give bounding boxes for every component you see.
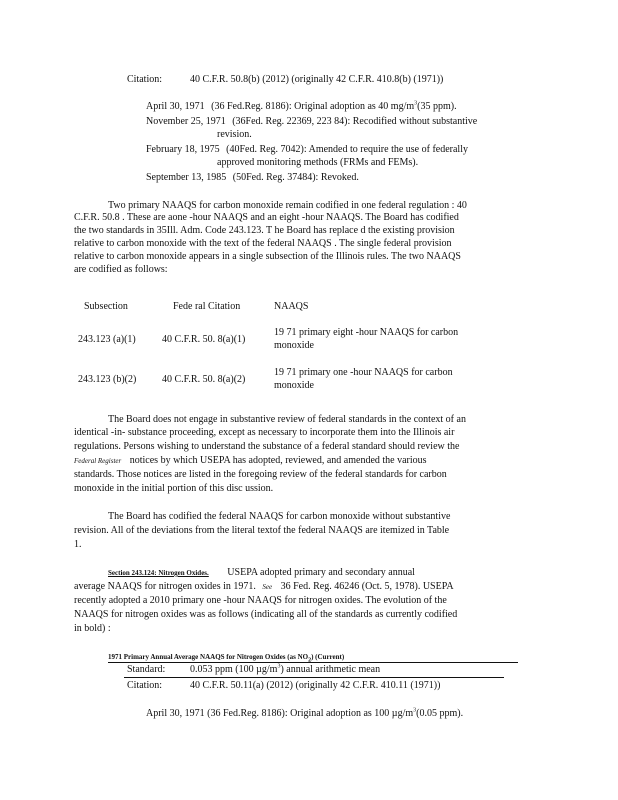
para4-line1: Section 243.124: Nitrogen Oxides. USEPA adopted primary and secondary annual — [108, 567, 415, 578]
table-header-subsection: Subsection — [84, 301, 128, 312]
para1-line4: relative to carbon monoxide with the text of the federal NAAQS . The single federal provision — [74, 238, 452, 249]
no2-standard-value: 0.053 ppm (100 $\mu g/m^3$) annual arithmetic mean — [190, 663, 381, 675]
table-cell-naaqs-cont: monoxide — [274, 380, 314, 391]
table-header-citation: Fede ral Citation — [173, 301, 241, 312]
para3-line3: 1. — [74, 539, 82, 550]
citation-value: 40 C.F.R. 50.8(b) (2012) (originally 42 C.F.R. 410.8(b) (1971)) — [190, 74, 444, 85]
para1-line5: relative to carbon monoxide appears in a single subsection of the Illinois rules. The two NAAQS — [74, 251, 461, 262]
para3-line1: The Board has codified the federal NAAQS for carbon monoxide without substantive — [108, 511, 451, 522]
para1-line3: the two standards in 35Ill. Adm. Code 243.123. T he Board has replace d the existing provision — [74, 225, 455, 236]
no2-heading: 1971 Primary Annual Average NAAQS for Nitrogen Oxides (as $NO_2$) (Current) — [108, 653, 345, 664]
history-4: September 13, 1985 (50Fed. Reg. 37484): Revoked. — [146, 172, 359, 183]
table-cell-subsection: 243.123 (a)(1) — [78, 334, 136, 345]
para4-line3: recently adopted a 2010 primary one -hour NAAQS for nitrogen oxides. The evolution of the — [74, 595, 447, 606]
section-heading: Section 243.124: Nitrogen Oxides. — [108, 569, 209, 577]
history-3: February 18, 1975 (40Fed. Reg. 7042): Amended to require the use of federally — [146, 144, 468, 155]
no2-citation-value: 40 C.F.R. 50.11(a) (2012) (originally 42 C.F.R. 410.11 (1971)) — [190, 680, 441, 691]
table-cell-naaqs: 19 71 primary one -hour NAAQS for carbon — [274, 367, 453, 378]
para2-line4: Federal Register notices by which USEPA has adopted, reviewed, and amended the various — [74, 455, 427, 466]
table-cell-subsection: 243.123 (b)(2) — [78, 374, 137, 385]
para4-line5: in bold) : — [74, 623, 111, 634]
citation-label: Citation: — [127, 74, 162, 85]
table-cell-citation: 40 C.F.R. 50. 8(a)(1) — [162, 334, 246, 345]
no2-history-1: April 30, 1971 (36 Fed.Reg. 8186): Original adoption as 100 $\mu g/m^3(0.05$ ppm). — [146, 707, 464, 719]
para1-line1: Two primary NAAQS for carbon monoxide remain codified in one federal regulation : 40 — [108, 200, 467, 211]
no2-citation-label: Citation: — [127, 680, 162, 691]
no2-standard-rule — [124, 677, 504, 678]
table-cell-naaqs: 19 71 primary eight -hour NAAQS for carbon — [274, 327, 459, 338]
no2-heading-rule — [108, 662, 518, 663]
para3-line2: revision. All of the deviations from the literal textof the federal NAAQS are itemized in Table — [74, 525, 450, 536]
para2-line2: identical -in- substance proceeding, except as necessary to incorporate them into the Illinois air — [74, 427, 455, 438]
para1-line2: C.F.R. 50.8 . These are aone -hour NAAQS and an eight -hour NAAQS. The Board has codified — [74, 212, 459, 223]
para1-line6: are codified as follows: — [74, 264, 168, 275]
history-2: November 25, 1971 (36Fed. Reg. 22369, 223 84): Recodified without substantive — [146, 116, 478, 127]
para4-line2: average NAAQS for nitrogen oxides in 1971. See 36 Fed. Reg. 46246 (Oct. 5, 1978). USEPA — [74, 581, 454, 592]
no2-standard-label: Standard: — [127, 664, 166, 675]
para2-line1: The Board does not engage in substantive review of federal standards in the context of an — [108, 414, 466, 425]
para2-line3: regulations. Persons wishing to understand the substance of a federal standard should review the — [74, 441, 460, 452]
para2-line6: monoxide in the initial portion of this disc ussion. — [74, 483, 274, 494]
history-1: April 30, 1971 (36 Fed.Reg. 8186): Original adoption as 40 $mg/m^3(35$ ppm). — [146, 100, 457, 112]
table-cell-citation: 40 C.F.R. 50. 8(a)(2) — [162, 374, 246, 385]
history-2-cont: revision. — [217, 129, 252, 140]
para2-line5: standards. Those notices are listed in the foregoing review of the federal standards for carbon — [74, 469, 447, 480]
table-header-naaqs: NAAQS — [274, 301, 309, 312]
history-3-cont: approved monitoring methods (FRMs and FEMs). — [217, 157, 419, 168]
table-cell-naaqs-cont: monoxide — [274, 340, 314, 351]
para4-line4: NAAQS for nitrogen oxides was as follows (indicating all of the standards as currently codified — [74, 609, 458, 620]
